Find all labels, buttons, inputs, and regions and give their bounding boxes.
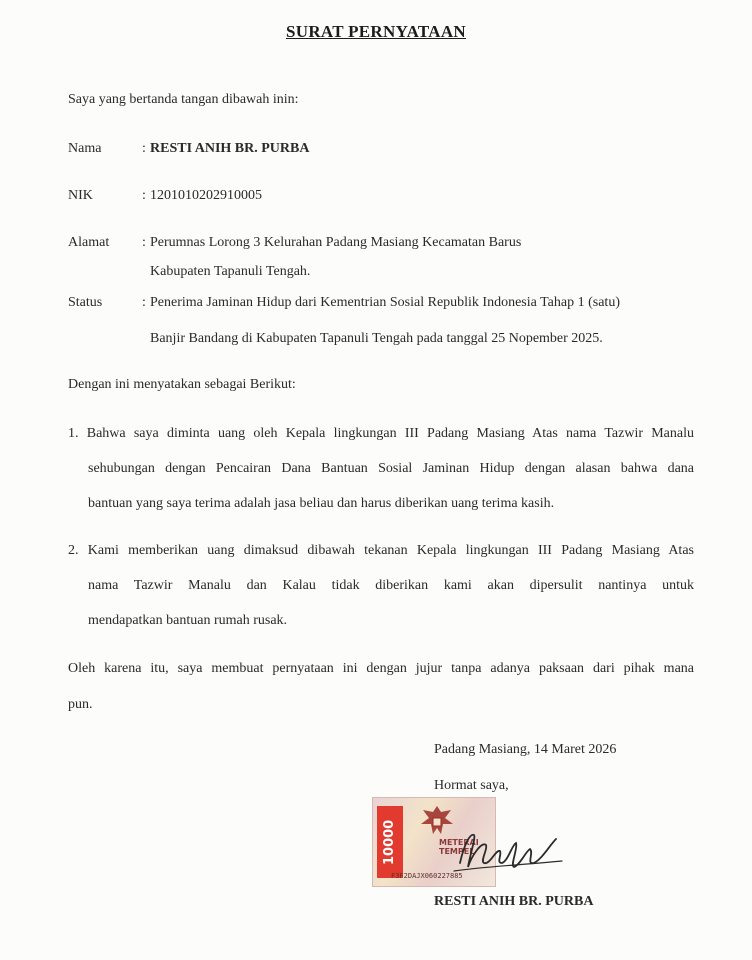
alamat-line-2: Kabupaten Tapanuli Tengah. — [150, 264, 311, 279]
alamat-line-1: Perumnas Lorong 3 Kelurahan Padang Masiang Kecamatan Barus — [150, 235, 522, 250]
declaration-intro: Dengan ini menyatakan sebagai Berikut: — [68, 377, 296, 392]
place-date: Padang Masiang, 14 Maret 2026 — [434, 742, 617, 757]
nik-value: 1201010202910005 — [150, 188, 262, 203]
nik-label: NIK — [68, 188, 93, 203]
status-colon: : — [142, 295, 146, 310]
signer-name: RESTI ANIH BR. PURBA — [434, 894, 594, 909]
nama-colon: : — [142, 141, 146, 156]
status-line-1: Penerima Jaminan Hidup dari Kementrian Sosial Republik Indonesia Tahap 1 (satu) — [150, 295, 620, 310]
document-title: SURAT PERNYATAAN — [285, 22, 467, 41]
stamp-label-line-1: METERAI — [439, 838, 479, 847]
stamp-amount: 10000 — [377, 806, 403, 878]
stamp-serial: F3F2DAJX060227885 — [391, 872, 463, 880]
alamat-label: Alamat — [68, 235, 110, 250]
point-1-line-3: bantuan yang saya terima adalah jasa beliau dan harus diberikan uang terima kasih. — [88, 496, 555, 511]
intro-text: Saya yang bertanda tangan dibawah inin: — [68, 92, 299, 107]
point-2-line-2: nama Tazwir Manalu dan Kalau tidak diberikan kami akan dipersulit nantinya untuk — [88, 578, 694, 593]
nik-colon: : — [142, 188, 146, 203]
nama-value: RESTI ANIH BR. PURBA — [150, 141, 310, 156]
point-2-line-1: 2. Kami memberikan uang dimaksud dibawah tekanan Kepala lingkungan III Padang Masiang Atas — [68, 543, 694, 558]
point-1-line-1: 1. Bahwa saya diminta uang oleh Kepala lingkungan III Padang Masiang Atas nama Tazwir Manalu — [68, 426, 694, 441]
stamp-label-line-2: TEMPEL — [439, 847, 475, 856]
alamat-colon: : — [142, 235, 146, 250]
closing-line-2: pun. — [68, 697, 93, 712]
handwritten-signature-icon — [430, 815, 570, 885]
point-1-line-2: sehubungan dengan Pencairan Dana Bantuan Sosial Jaminan Hidup dengan alasan bahwa dana — [88, 461, 694, 476]
nama-label: Nama — [68, 141, 102, 156]
closing-line-1: Oleh karena itu, saya membuat pernyataan ini dengan jujur tanpa adanya paksaan dari pihak mana — [68, 661, 694, 676]
regards-text: Hormat saya, — [434, 778, 509, 793]
status-line-2: Banjir Bandang di Kabupaten Tapanuli Tengah pada tanggal 25 Nopember 2025. — [150, 331, 603, 346]
status-label: Status — [68, 295, 103, 310]
point-2-line-3: mendapatkan bantuan rumah rusak. — [88, 613, 288, 628]
signature-area — [372, 795, 592, 895]
